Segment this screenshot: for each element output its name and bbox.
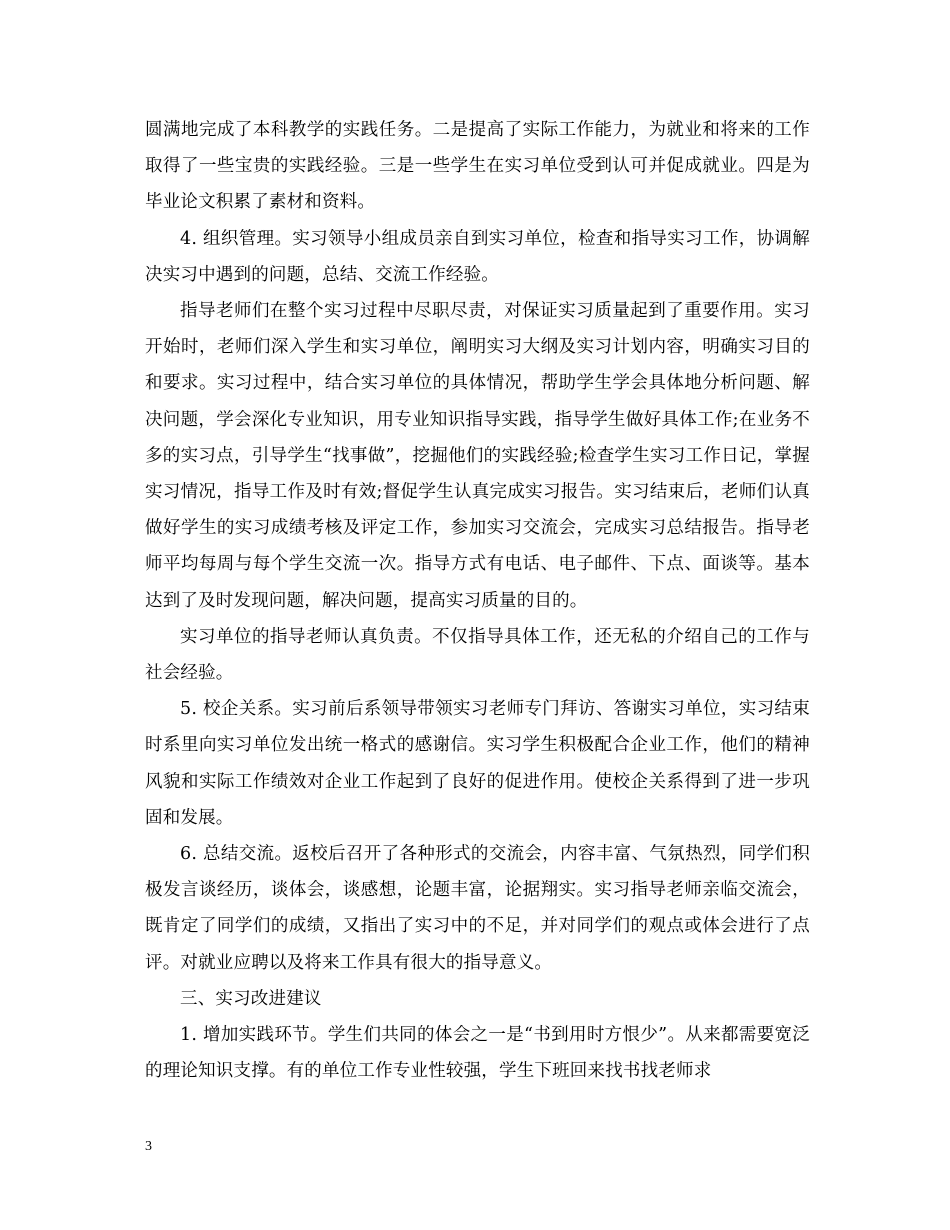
paragraph-unit-teachers: 实习单位的指导老师认真负责。不仅指导具体工作，还无私的介绍自己的工作与社会经验。 bbox=[145, 626, 810, 684]
section-heading-improvement: 三、实习改进建议 bbox=[180, 988, 322, 1009]
paragraph-1: 圆满地完成了本科教学的实践任务。二是提高了实际工作能力，为就业和将来的工作取得了一些宝贵的实践经验。三是一些学生在实习单位受到认可并促成就业。四是为毕业论文积累了素材和资料。 bbox=[145, 120, 810, 213]
paragraph-guiding-teachers: 指导老师们在整个实习过程中尽职尽责，对保证实习质量起到了重要作用。实习开始时，老师们深入学生和实习单位，阐明实习大纲及实习计划内容，明确实习目的和要求。实习过程中，结合实习单位的具体情况，帮助学生学会具体地分析问题、解决问题，学会深化专业知识，用专业知识指导实践，指导学生做好具体工作;在业务不多的实习点，引导学生“找事做”，挖掘他们的实践经验;检查学生实习工作日记，掌握实习情况，指导工作及时有效;督促学生认真完成实习报告。实习结束后，老师们认真做好学生的实习成绩考核及评定工作，参加实习交流会，完成实习总结报告。指导老师平均每周与每个学生交流一次。指导方式有电话、电子邮件、下点、面谈等。基本达到了及时发现问题，解决问题，提高实习质量的目的。 bbox=[145, 301, 810, 611]
paragraph-add-practice: 1. 增加实践环节。学生们共同的体会之一是“书到用时方恨少”。从来都需要宽泛的理论知识支撑。有的单位工作专业性较强，学生下班回来找书找老师求 bbox=[145, 1025, 810, 1082]
paragraph-school-enterprise: 5. 校企关系。实习前后系领导带领实习老师专门拜访、答谢实习单位，实习结束时系里向实习单位发出统一格式的感谢信。实习学生积极配合企业工作，他们的精神风貌和实际工作绩效对企业工作起到了良好的促进作用。使校企关系得到了进一步巩固和发展。 bbox=[145, 699, 810, 828]
page-number: 3 bbox=[145, 1139, 152, 1154]
document-body bbox=[145, 112, 810, 1089]
paragraph-organization-management: 4. 组织管理。实习领导小组成员亲自到实习单位，检查和指导实习工作，协调解决实习中遇到的问题，总结、交流工作经验。 bbox=[145, 228, 810, 285]
paragraph-summary-exchange: 6. 总结交流。返校后召开了各种形式的交流会，内容丰富、气氛热烈，同学们积极发言谈经历，谈体会，谈感想，论题丰富，论据翔实。实习指导老师亲临交流会，既肯定了同学们的成绩，又指出了实习中的不足，并对同学们的观点或体会进行了点评。对就业应聘以及将来工作具有很大的指导意义。 bbox=[145, 844, 810, 973]
